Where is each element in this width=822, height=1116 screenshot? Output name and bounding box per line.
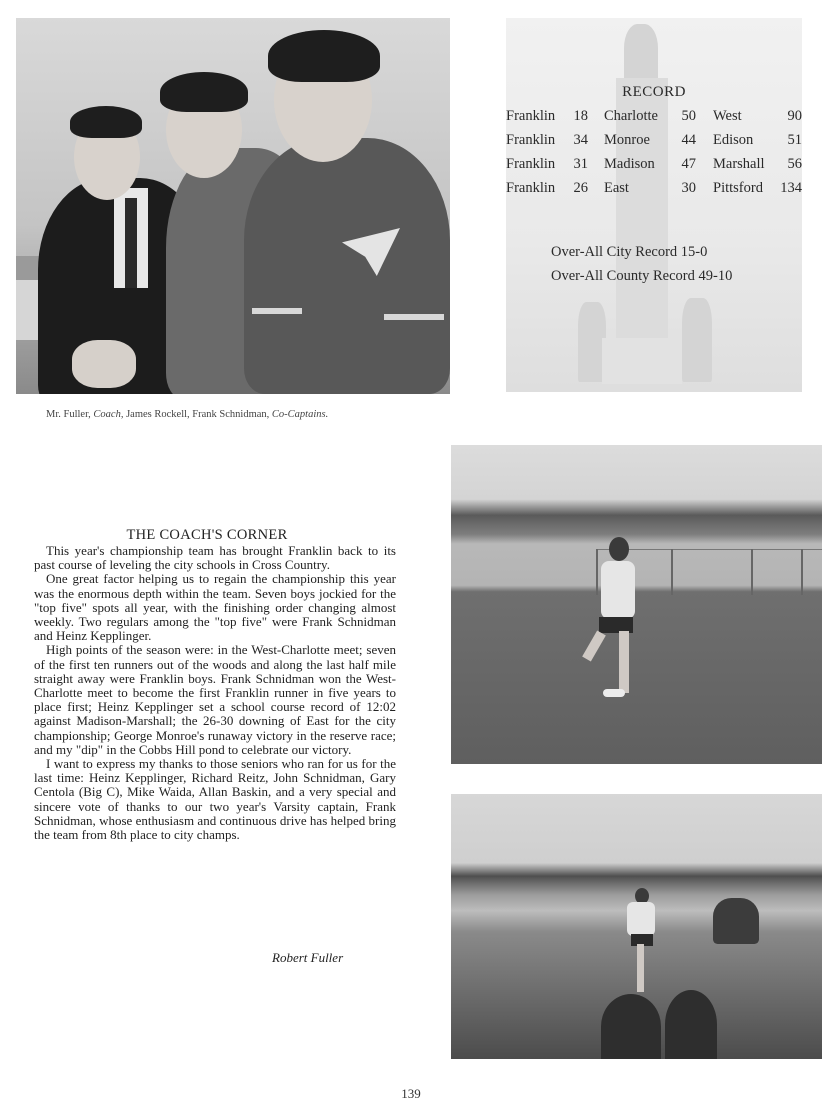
record-row — [506, 132, 802, 156]
city-record: Over-All City Record 15-0 — [551, 244, 708, 260]
caption-cocaptains-title: Co-Captains. — [271, 409, 329, 420]
runner-shirt — [627, 902, 655, 936]
fence-post — [801, 549, 803, 595]
record-opponent: Pittsford — [713, 180, 763, 196]
article-paragraph: I want to express my thanks to those seniors who ran for us for the last time: Heinz Kepplinger, Richard Reitz, John Schnidman, Gary Centola (Big C), Mike Waida, Allan Baskin, and a very special and sincere vote of thanks to our two year's Varsity captain, Frank Schnidman, whose enthusiasm and continuous drive has helped bring the team from 8th place to city champs. — [34, 756, 396, 843]
record-opponent-score: 56 — [787, 156, 802, 172]
photo-runner-pond — [451, 794, 822, 1059]
record-opponent: West — [713, 108, 742, 124]
article-signature: Robert Fuller — [272, 950, 344, 965]
shadow-figure — [601, 994, 661, 1059]
record-opponent: Edison — [713, 132, 754, 148]
coach-hair — [70, 106, 142, 138]
coach-hands — [72, 340, 136, 388]
record-opponent: Monroe — [604, 132, 650, 148]
spectators — [713, 898, 759, 944]
photo-coach-and-captains — [16, 18, 450, 394]
trophy-base — [602, 338, 682, 384]
article-paragraph: High points of the season were: in the West-Charlotte meet; seven of the first ten runners out of the woods and along the last half mile straight away were Franklin boys. Frank Schnidman won the West-Charlotte meet to become the first Franklin runner in five years to place first; Heinz Kepplinger set a school course record of 12:02 against Madison-Marshall; the 26-30 downing of East for the city championship; George Monroe's runaway victory in the reserve race; and my "dip" in the Cobbs Hill pond to celebrate our victory. — [34, 642, 396, 757]
photo-caption — [46, 409, 328, 420]
record-team-score: 31 — [573, 156, 588, 172]
jersey-stripe — [252, 308, 302, 314]
runner-shoe — [603, 689, 625, 697]
record-opponent-score: 47 — [681, 156, 696, 172]
record-row — [506, 108, 802, 132]
article-paragraph: One great factor helping us to regain the championship this year was the enormous depth within the team. Seven boys jockied for the "top five" spots all year, with the finishing order changing almost weekly. Two regulars among the "top five" were Frank Schnidman and Heinz Kepplinger. — [34, 571, 396, 644]
record-opponent-score: 134 — [780, 180, 802, 196]
record-opponent-score: 50 — [681, 108, 696, 124]
record-team: Franklin — [506, 132, 556, 148]
caption-part: James Rockell, Frank Schnidman, — [123, 409, 272, 420]
record-team-score: 26 — [573, 180, 588, 196]
record-team: Franklin — [506, 180, 556, 196]
trophy-top-figure — [624, 24, 658, 84]
coach-tie — [125, 198, 137, 288]
record-team-score: 34 — [573, 132, 588, 148]
record-team-score: 18 — [573, 108, 588, 124]
record-opponent: Madison — [604, 156, 655, 172]
county-record: Over-All County Record 49-10 — [551, 268, 733, 284]
runner-leg — [637, 944, 644, 992]
record-team: Franklin — [506, 108, 556, 124]
trophy-right-figure — [682, 298, 712, 382]
record-opponent: East — [604, 180, 629, 196]
caption-coach-title: Coach, — [93, 409, 124, 420]
record-table — [506, 108, 802, 204]
record-title: RECORD — [622, 84, 686, 100]
article-paragraph: This year's championship team has brought Franklin back to its past course of leveling the city schools in Cross Country. — [34, 543, 396, 573]
runner-head — [609, 537, 629, 561]
fence-post — [751, 549, 753, 595]
record-opponent-score: 51 — [787, 132, 802, 148]
article-title: THE COACH'S CORNER — [126, 527, 288, 543]
record-panel — [506, 18, 802, 392]
fence-post — [671, 549, 673, 595]
athlete-1-hair — [160, 72, 248, 112]
athlete-2-figure — [244, 138, 450, 394]
record-opponent-score: 30 — [681, 180, 696, 196]
record-opponent-score: 44 — [681, 132, 696, 148]
article-body — [34, 544, 396, 842]
shadow-figure — [665, 990, 717, 1059]
runner-leg — [582, 631, 606, 662]
athlete-2-hair — [268, 30, 380, 82]
fence-rail — [596, 549, 822, 550]
caption-part: Mr. Fuller, — [46, 409, 94, 420]
jersey-stripe — [384, 314, 444, 320]
record-opponent-score: 90 — [787, 108, 802, 124]
record-row — [506, 156, 802, 180]
runner-leg — [619, 631, 629, 693]
record-opponent: Charlotte — [604, 108, 658, 124]
record-team: Franklin — [506, 156, 556, 172]
fence-post — [596, 549, 598, 595]
page-number: 139 — [401, 1086, 421, 1101]
photo-runner-field — [451, 445, 822, 764]
runner-shirt — [601, 561, 635, 619]
record-row — [506, 180, 802, 204]
record-opponent: Marshall — [713, 156, 765, 172]
